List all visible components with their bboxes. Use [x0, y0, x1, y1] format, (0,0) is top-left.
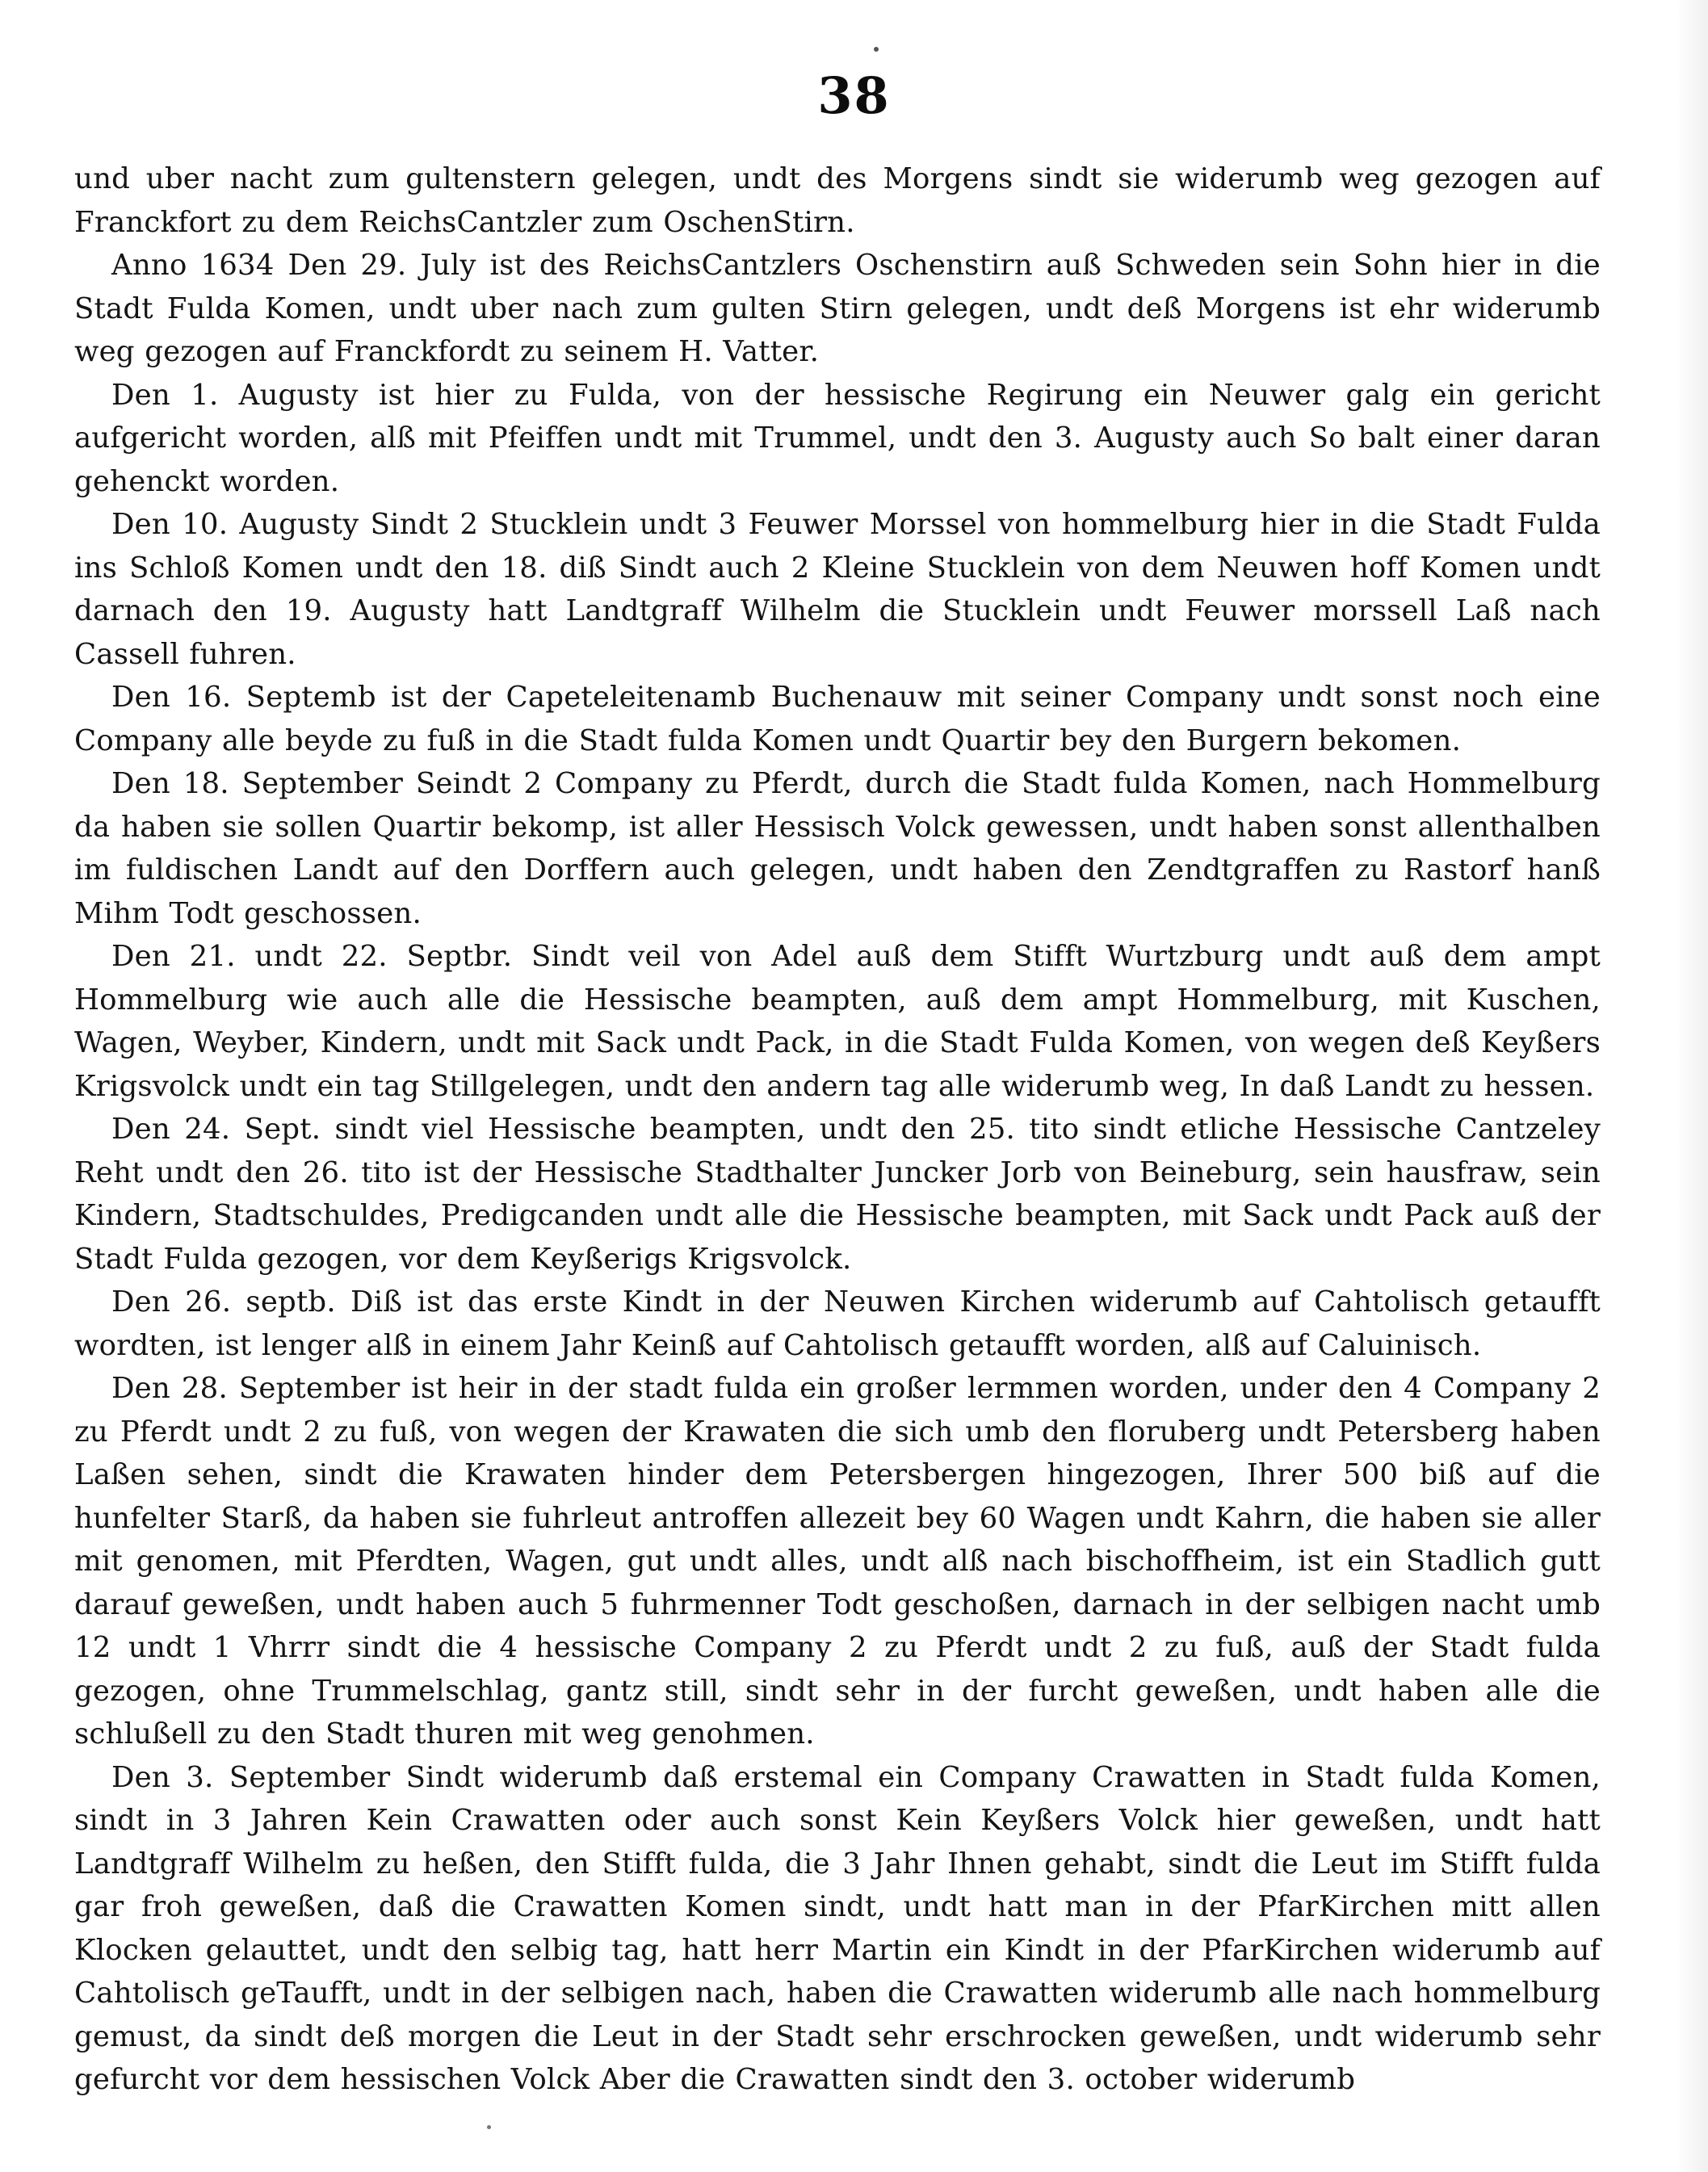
- page-edge-shadow: [1676, 0, 1708, 2172]
- print-speck: [487, 2125, 491, 2129]
- chronicle-text: [74, 157, 1601, 2102]
- paragraph-6: Den 18. September Seindt 2 Company zu Pferdt, durch die Stadt fulda Komen, nach Hommelburg da haben sie sollen Quartir bekomp, ist aller Hessisch Volck gewessen, undt haben sonst allenthalben im fuldischen Landt auf den Dorffern auch gelegen, undt haben den Zendtgraffen zu Rastorf hanß Mihm Todt geschossen.: [74, 767, 1601, 930]
- paragraph-10: Den 28. September ist heir in der stadt fulda ein großer lermmen worden, under den 4 Company 2 zu Pferdt undt 2 zu fuß, von wegen der Krawaten die sich umb den floruberg undt Petersberg haben Laßen sehen, sindt die Krawaten hinder dem Petersbergen hingezogen, Ihrer 500 biß auf die hunfelter Starß, da haben sie fuhrleut antroffen allezeit bey 60 Wagen undt Kahrn, die haben sie aller mit genomen, mit Pferdten, Wagen, gut undt alles, undt alß nach bischoffheim, ist ein Stadlich gutt darauf geweßen, undt haben auch 5 fuhrmenner Todt geschoßen, darnach in der selbigen nacht umb 12 undt 1 Vhrrr sindt die 4 hessische Company 2 zu Pferdt undt 2 zu fuß, auß der Stadt fulda gezogen, ohne Trummelschlag, gantz still, sindt sehr in der furcht geweßen, undt haben alle die schlußell zu den Stadt thuren mit weg genohmen.: [74, 1372, 1601, 1751]
- page-number: 38: [817, 66, 891, 125]
- paragraph-2: Anno 1634 Den 29. July ist des ReichsCantzlers Oschenstirn auß Schweden sein Sohn hier in die Stadt Fulda Komen, undt uber nach zum gulten Stirn gelegen, undt deß Morgens ist ehr widerumb weg gezogen auf Franckfordt zu seinem H. Vatter.: [74, 249, 1601, 368]
- paragraph-11: Den 3. September Sindt widerumb daß erstemal ein Company Crawatten in Stadt fulda Komen, sindt in 3 Jahren Kein Crawatten oder auch sonst Kein Keyßers Volck hier geweßen, undt hatt Landtgraff Wilhelm zu heßen, den Stifft fulda, die 3 Jahr Ihnen gehabt, sindt die Leut im Stifft fulda gar froh geweßen, daß die Crawatten Komen sindt, undt hatt man in der PfarKirchen mitt allen Klocken gelauttet, undt den selbig tag, hatt herr Martin ein Kindt in der PfarKirchen widerumb auf Cahtolisch geTaufft, undt in der selbigen nach, haben die Crawatten widerumb alle nach hommelburg gemust, da sindt deß morgen die Leut in der Stadt sehr erschrocken geweßen, undt widerumb sehr gefurcht vor dem hessischen Volck Aber die Crawatten sindt den 3. october widerumb: [74, 1760, 1601, 2096]
- paragraph-4: Den 10. Augusty Sindt 2 Stucklein undt 3 Feuwer Morssel von hommelburg hier in die Stadt Fulda ins Schloß Komen undt den 18. diß Sindt auch 2 Kleine Stucklein von dem Neuwen hoff Komen undt darnach den 19. Augusty hatt Landtgraff Wilhelm die Stucklein undt Feuwer morssell Laß nach Cassell fuhren.: [74, 508, 1601, 671]
- print-speck: [874, 47, 879, 52]
- paragraph-3: Den 1. Augusty ist hier zu Fulda, von der hessische Regirung ein Neuwer galg ein gericht aufgericht worden, alß mit Pfeiffen undt mit Trummel, undt den 3. Augusty auch So balt einer daran gehenckt worden.: [74, 378, 1601, 498]
- paragraph-1: und uber nacht zum gultenstern gelegen, undt des Morgens sindt sie widerumb weg gezogen auf Franckfort zu dem ReichsCantzler zum OschenStirn.: [74, 162, 1601, 239]
- paragraph-8: Den 24. Sept. sindt viel Hessische beampten, undt den 25. tito sindt etliche Hessische Cantzeley Reht undt den 26. tito ist der Hessische Stadthalter Juncker Jorb von Beineburg, sein hausfraw, sein Kindern, Stadtschuldes, Predigcanden undt alle die Hessische beampten, mit Sack undt Pack auß der Stadt Fulda gezogen, vor dem Keyßerigs Krigsvolck.: [74, 1113, 1601, 1276]
- paragraph-9: Den 26. septb. Diß ist das erste Kindt in der Neuwen Kirchen widerumb auf Cahtolisch getaufft wordten, ist lenger alß in einem Jahr Keinß auf Cahtolisch getaufft worden, alß auf Caluinisch.: [74, 1285, 1601, 1362]
- paragraph-7: Den 21. undt 22. Septbr. Sindt veil von Adel auß dem Stifft Wurtzburg undt auß dem ampt Hommelburg wie auch alle die Hessische beampten, auß dem ampt Hommelburg, mit Kuschen, Wagen, Weyber, Kindern, undt mit Sack undt Pack, in die Stadt Fulda Komen, von wegen deß Keyßers Krigsvolck undt ein tag Stillgelegen, undt den andern tag alle widerumb weg, In daß Landt zu hessen.: [74, 940, 1601, 1103]
- paragraph-5: Den 16. Septemb ist der Capeteleitenamb Buchenauw mit seiner Company undt sonst noch eine Company alle beyde zu fuß in die Stadt fulda Komen undt Quartir bey den Burgern bekomen.: [74, 681, 1601, 757]
